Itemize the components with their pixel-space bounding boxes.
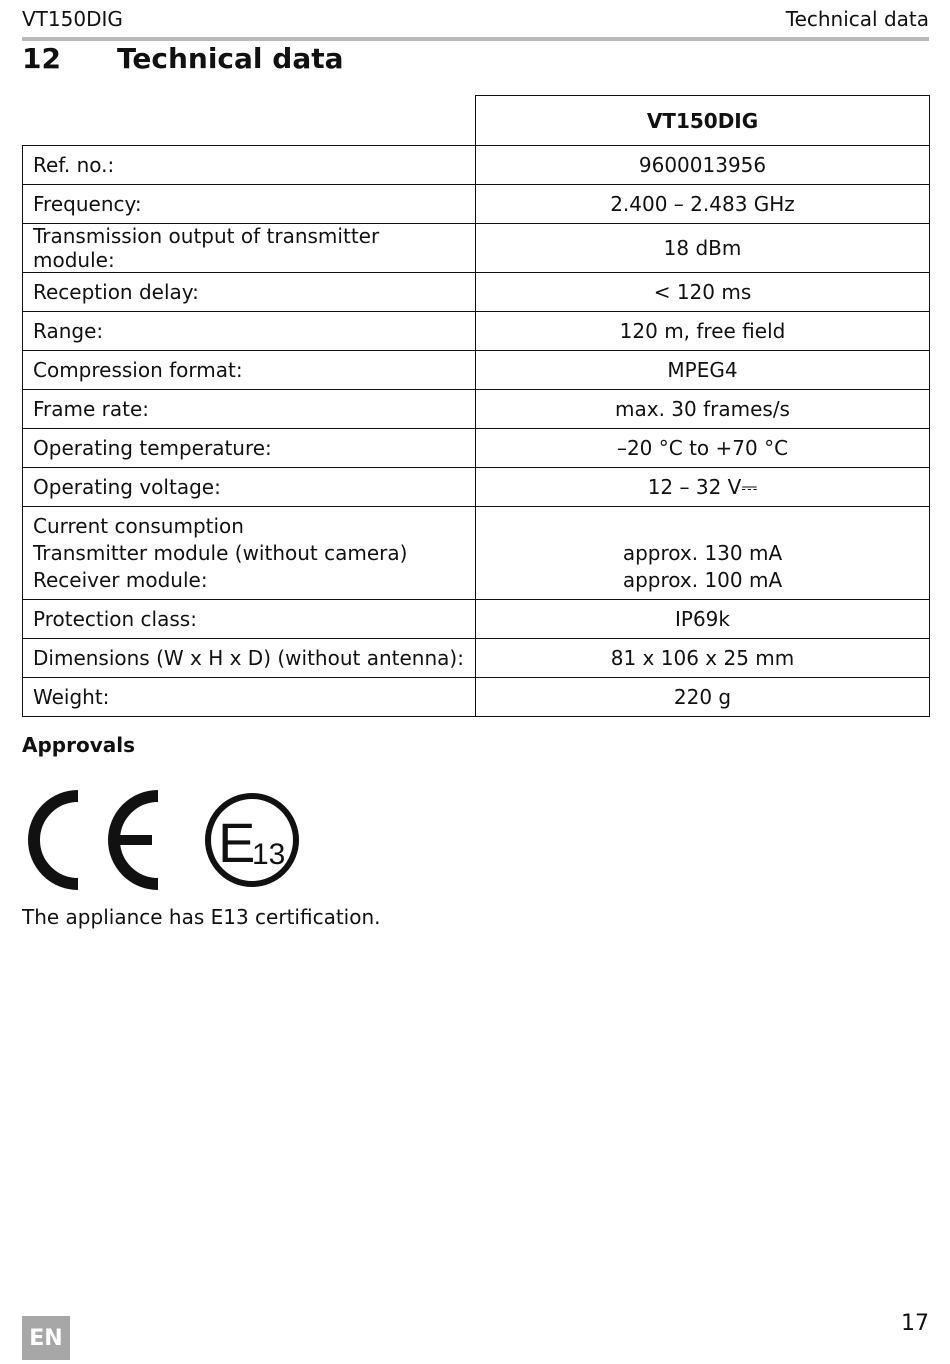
current-value-line: approx. 100 mA bbox=[622, 567, 783, 592]
header-rule bbox=[22, 37, 929, 41]
spec-label: Frame rate: bbox=[23, 390, 476, 429]
table-row bbox=[23, 678, 930, 717]
table-row bbox=[23, 600, 930, 639]
spec-value: 120 m, free field bbox=[476, 312, 930, 351]
section-title: Technical data bbox=[117, 42, 344, 75]
spec-label: Transmission output of transmitter module: bbox=[23, 224, 476, 273]
current-label-line: Receiver module: bbox=[33, 567, 208, 592]
spec-value: 81 x 106 x 25 mm bbox=[476, 639, 930, 678]
spec-value: MPEG4 bbox=[476, 351, 930, 390]
e13-mark-icon bbox=[208, 796, 296, 884]
approvals-heading: Approvals bbox=[22, 733, 136, 757]
table-row-current-consumption bbox=[23, 507, 930, 600]
spec-label: Frequency: bbox=[23, 185, 476, 224]
table-row bbox=[23, 185, 930, 224]
spec-value: 9600013956 bbox=[476, 146, 930, 185]
spec-table-column-header: VT150DIG bbox=[476, 96, 930, 146]
current-value-spacer bbox=[482, 513, 923, 540]
spec-label: Operating temperature: bbox=[23, 429, 476, 468]
table-row bbox=[23, 390, 930, 429]
current-value-line: approx. 130 mA bbox=[622, 540, 783, 565]
header-section: Technical data bbox=[785, 7, 929, 31]
spec-label: Compression format: bbox=[23, 351, 476, 390]
section-number: 12 bbox=[22, 42, 61, 75]
spec-value bbox=[476, 507, 930, 600]
ce-mark-icon bbox=[34, 796, 158, 884]
spec-value: 2.400 – 2.483 GHz bbox=[476, 185, 930, 224]
spec-table-header-row bbox=[23, 96, 930, 146]
table-row bbox=[23, 312, 930, 351]
e-mark-number: 13 bbox=[252, 838, 286, 871]
current-label-line: Current consumption bbox=[33, 513, 244, 538]
table-row bbox=[23, 468, 930, 507]
spec-value: 18 dBm bbox=[476, 224, 930, 273]
spec-label: Operating voltage: bbox=[23, 468, 476, 507]
spec-value: IP69k bbox=[476, 600, 930, 639]
spec-value: < 120 ms bbox=[476, 273, 930, 312]
spec-label: Dimensions (W x H x D) (without antenna): bbox=[23, 639, 476, 678]
section-heading bbox=[22, 42, 344, 75]
table-row bbox=[23, 224, 930, 273]
header-product: VT150DIG bbox=[22, 7, 123, 31]
spec-table bbox=[22, 95, 930, 717]
spec-label: Ref. no.: bbox=[23, 146, 476, 185]
table-row bbox=[23, 639, 930, 678]
language-badge: EN bbox=[22, 1316, 70, 1360]
current-label-line: Transmitter module (without camera) bbox=[33, 540, 408, 565]
spec-label bbox=[23, 507, 476, 600]
spec-label: Reception delay: bbox=[23, 273, 476, 312]
approval-note: The appliance has E13 certification. bbox=[22, 905, 381, 929]
spec-value: 12 – 32 V⎓ bbox=[476, 468, 930, 507]
page-number: 17 bbox=[901, 1311, 929, 1336]
spec-value: –20 °C to +70 °C bbox=[476, 429, 930, 468]
table-row bbox=[23, 273, 930, 312]
spec-label: Weight: bbox=[23, 678, 476, 717]
table-row bbox=[23, 429, 930, 468]
spec-label: Protection class: bbox=[23, 600, 476, 639]
spec-value: max. 30 frames/s bbox=[476, 390, 930, 429]
spec-value: 220 g bbox=[476, 678, 930, 717]
approval-marks bbox=[26, 788, 306, 892]
table-row bbox=[23, 351, 930, 390]
spec-table-corner bbox=[23, 96, 476, 146]
table-row bbox=[23, 146, 930, 185]
spec-label: Range: bbox=[23, 312, 476, 351]
e-mark-letter: E bbox=[218, 811, 256, 874]
